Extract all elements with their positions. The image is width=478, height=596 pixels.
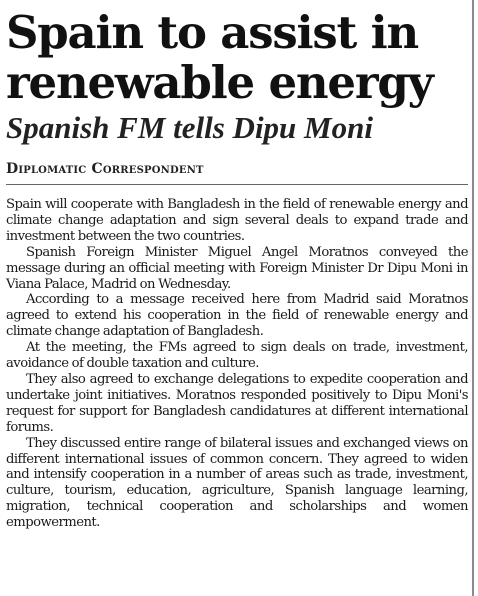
byline: Diplomatic Correspondent: [6, 161, 204, 177]
headline: Spain to assist in renewable energy: [6, 6, 433, 109]
news-article: [6, 0, 468, 596]
article-body: [6, 197, 468, 531]
byline-rule: [6, 184, 468, 185]
paragraph: Spanish Foreign Minister Miguel Angel Moratnos conveyed the message during an official meeting with Foreign Minister Dr Dipu Moni in Viana Palace, Madrid on Wednesday.: [6, 244, 468, 292]
column-divider: [472, 0, 474, 596]
paragraph: Spain will cooperate with Bangladesh in the field of renewable energy and climate change adaptation and sign several deals to expand trade and investment between the two countries.: [6, 197, 468, 244]
paragraph: They discussed entire range of bilateral issues and exchanged views on different international issues of common concern. They agreed to widen and intensify cooperation in a number of areas such as trade, investment, culture, tourism, education, agriculture, Spanish language learning, migration, technical cooperation and scholarships and women empowerment.: [6, 435, 468, 531]
paragraph: At the meeting, the FMs agreed to sign deals on trade, investment, avoidance of double taxation and culture.: [6, 340, 468, 372]
subheadline: Spanish FM tells Dipu Moni: [6, 110, 373, 145]
paragraph: They also agreed to exchange delegations to expedite cooperation and undertake joint initiatives. Moratnos responded positively to Dipu Moni's request for support for Bangladesh candidatures at different international forums.: [6, 371, 468, 435]
paragraph: According to a message received here from Madrid said Moratnos agreed to extend his cooperation in the field of renewable energy and climate change adaptation of Bangladesh.: [6, 292, 468, 340]
